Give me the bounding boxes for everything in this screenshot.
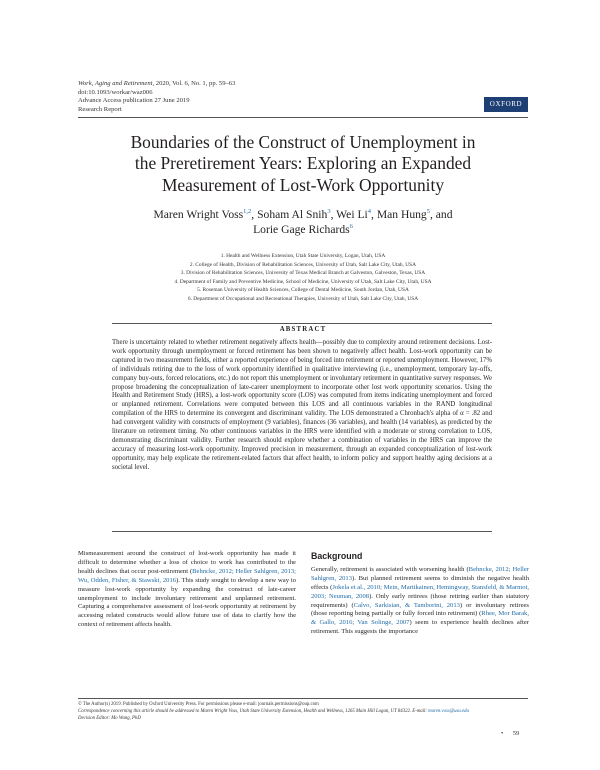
author[interactable]: Wei Li$^4$: [336, 208, 372, 221]
author[interactable]: Maren Wright Voss$^{1,2}$: [153, 208, 252, 221]
paragraph-text: ) seem to experience health declines after retirement. This suggests the importance: [311, 619, 529, 636]
paragraph-text: Generally, retirement is associated with worsening health (: [311, 565, 469, 573]
author-list: Maren Wright Voss$^{1,2}$, Soham Al Snih$^3$, Wei Li$^4$, Man Hung$^5$, and Lorie Gage Richards$^6$: [153, 208, 453, 236]
affiliation: 3. Division of Rehabilitation Sciences, University of Texas Medical Branch at Galveston, Galveston, Texas, USA: [180, 270, 426, 276]
section-heading-background: Background: [311, 551, 363, 561]
title-line: Boundaries of the Construct of Unemployment in: [130, 132, 476, 152]
body-left-column: [78, 550, 296, 630]
abstract-top-divider: [112, 323, 492, 324]
page-number: • 59: [501, 730, 520, 737]
footnotes: [78, 701, 528, 722]
oxford-logo: OXFORD: [484, 97, 528, 112]
volume-info: , 2020, Vol. 6, No. 1, pp. 59–63: [152, 80, 236, 87]
paragraph-text: Mismeasurement around the construct of lost-work opportunity has made it difficult to determine whether a loss of choice to work has contributed to the health declines that occur post-retirement (: [78, 550, 296, 575]
citation-link[interactable]: Calvo, Sarkisian, & Tamborini, 2013: [353, 601, 460, 609]
affiliation-marker: 3: [327, 208, 331, 216]
abstract-text: There is uncertainty related to whether retirement negatively affects health—possibly due to complexity around retirement decisions. Lost-work opportunity through unemployment or forced retirement has been shown to negatively affect health. Lost-work opportunity can be captured in two measurement fields, either a reported experience of being forced into retirement or reported unemployment. However, 17% of individuals retiring due to the loss of work opportunity identified in qualitative interviewing (i.e., unemployment, temporary lay-offs, company buy-outs, forced relocations, etc.) do not report this unemployment or involuntary retirement in quantitative survey responses. We propose broadening the conceptualization of late-career unemployment to incorporate other lost work opportunity scenarios. Using the Health and Retirement Study (HRS), a lost-work opportunity score (LOS) was computed from items indicating unemployment and forced or unplanned retirement. Correlations were computed between this LOS and all continuous variables in the RAND longitudinal compilation of the HRS to determine its convergent and discriminant validity. The LOS demonstrated a Chronbach's alpha of α = .82 and had convergent validity with constructs of employment (9 variables), finances (36 variables), and health (14 variables), as predicted by the literature on retirement timing. No other continuous variables in the HRS were identified with a moderate or strong correlation to LOS, demonstrating discriminant validity. Further research should explore whether a combination of variables in the HRS can improve the accuracy of measuring lost-work opportunity. Improved precision in measurement, through an expanded conceptualization of lost-work opportunity, may help explicate the retirement-related factors that affect health, to inform policy and support healthy aging decisions at a societal level.: [112, 339, 492, 471]
access-date: Advance Access publication 27 June 2019: [78, 97, 190, 105]
journal-header: [78, 80, 235, 114]
paragraph-text: ) or involuntary retirees (those reporting being partially or fully forced into retirement) (: [311, 601, 529, 618]
correspondence-note: Correspondence concerning this article should be addressed to Maren Wright Voss, Utah State University Extension, Health and Wellness, 1265 Main Hill Logan, UT 84322. E-mail: maren.voss@usu.edu: [78, 709, 469, 714]
affiliation-marker: 4: [367, 208, 372, 216]
affiliation: 1. Health and Wellness Extension, Utah State University, Logan, Utah, USA: [220, 253, 386, 259]
article-title: [78, 132, 528, 196]
paragraph-text: ). This study sought to develop a new way to measure lost-work opportunity by expanding the construct of late-career unemployment to include involuntary retirement and unplanned retirement. Capturing a comprehensive assessment of lost-work opportunity at retirement by accessing related constructs would allow future use of data to clarify how the context of retirement affects health.: [78, 576, 296, 629]
article-type: Research Report: [78, 105, 122, 113]
journal-citation: [78, 80, 235, 89]
paragraph-text: ). But planned retirement seems to diminish the negative health effects (: [311, 574, 529, 591]
affiliation: 2. College of Health, Division of Rehabilitation Sciences, University of Utah, Salt Lake City, Utah, USA: [189, 261, 417, 268]
citation-link[interactable]: Rhee, Mor Barak, & Gallo, 2016; Van Solinge, 2007: [311, 610, 529, 627]
abstract-bottom-divider: [112, 531, 492, 532]
affiliations: [78, 252, 528, 303]
abstract-heading: ABSTRACT: [279, 326, 327, 333]
decision-editor: Decision Editor: Mo Wang, PhD: [78, 716, 141, 721]
author[interactable]: Soham Al Snih$^3$: [257, 208, 331, 221]
affiliation-marker: 5: [426, 208, 430, 216]
affiliation: 4. Department of Family and Preventive Medicine, School of Medicine, University of Utah, Salt Lake City, Utah, USA: [174, 278, 432, 285]
journal-title: Work, Aging and Retirement: [78, 80, 153, 87]
header-divider: [78, 117, 528, 118]
title-line: Measurement of Lost-Work Opportunity: [161, 174, 445, 195]
affiliation-marker: 6: [349, 223, 353, 231]
affiliation-marker: 1,2: [243, 208, 252, 216]
title-line: the Preretirement Years: Exploring an Expanded: [134, 153, 472, 174]
copyright-notice: © The Author(s) 2019. Published by Oxford University Press. For permissions please e-mail: journals.permissions@oup.com: [78, 702, 319, 707]
affiliation: 5. Roseman University of Health Sciences, College of Dental Medicine, South Jordan, Utah, USA: [197, 287, 409, 293]
citation-link[interactable]: Behncke, 2012; Heller Sahlgren, 2013: [311, 565, 529, 582]
citation-link[interactable]: Behncke, 2012; Heller Sahlgren, 2013; Wu, Odden, Fisher, & Stawski, 2016: [78, 567, 296, 584]
doi[interactable]: doi:10.1093/workar/waz006: [78, 88, 153, 96]
author[interactable]: Man Hung$^5$: [376, 208, 430, 221]
citation-link[interactable]: Jokela et al., 2010; Mein, Martikainen, Hemingway, Stansfeld, & Marmot, 2003; Neuman, 2008: [311, 583, 529, 600]
paragraph-text: ). Only early retirees (those retiring earlier than statutory requirements) (: [311, 592, 529, 609]
author-email-link[interactable]: maren.voss@usu.edu: [428, 709, 469, 714]
footer-divider: [78, 698, 528, 699]
affiliation: 6. Department of Occupational and Recreational Therapies, University of Utah, Salt Lake City, Utah, USA: [187, 295, 419, 302]
author[interactable]: Lorie Gage Richards$^6$: [253, 223, 353, 236]
body-right-column: [311, 550, 529, 637]
